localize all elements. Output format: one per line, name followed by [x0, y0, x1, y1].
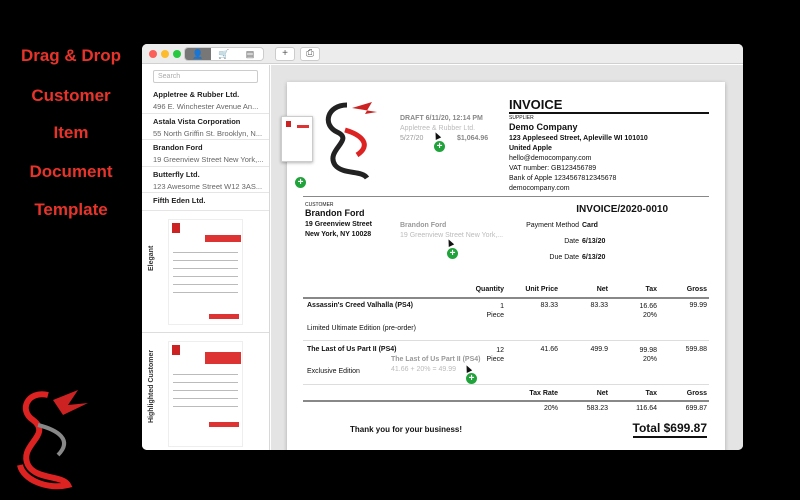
customer-name: Brandon Ford: [305, 208, 365, 218]
template-label: Elegant: [148, 245, 155, 271]
invoice-page: [287, 82, 725, 450]
customer-line: 19 Greenview Street: [305, 221, 372, 228]
meta-value: 6/13/20: [582, 254, 606, 261]
template-highlighted-customer[interactable]: [142, 333, 269, 450]
invoice-title: INVOICE: [509, 97, 563, 112]
document-area: [271, 65, 743, 450]
dragged-template-preview: [281, 116, 313, 162]
drag-doc-title: DRAFT 6/11/20, 12:14 PM: [400, 115, 483, 122]
drag-item-calc: 41.66 + 20% = 49.99: [391, 366, 456, 373]
item-net: 499.9: [590, 346, 608, 353]
item-tax: 99.98: [639, 347, 657, 354]
customer-address: 123 Awesome Street W12 3AS...: [153, 181, 263, 191]
customer-name: Butterfly Ltd.: [153, 169, 200, 179]
app-window: [142, 44, 743, 450]
summary-col: Tax Rate: [529, 390, 558, 397]
company-logo-icon: [317, 100, 377, 180]
item-unit: Piece: [486, 356, 504, 363]
item-gross: 99.99: [689, 302, 707, 309]
item-price: 41.66: [540, 346, 558, 353]
supplier-line: 123 Appleseed Street, Apleville WI 101010: [509, 135, 648, 142]
drag-doc-date: 5/27/20: [400, 135, 424, 142]
feature-item: Item: [53, 123, 89, 142]
customer-line: New York, NY 10028: [305, 231, 372, 238]
meta-label: Date: [564, 238, 579, 245]
meta-label: Due Date: [549, 254, 579, 261]
customer-name: Appletree & Rubber Ltd.: [153, 90, 240, 99]
supplier-vat: VAT number: GB123456789: [509, 165, 597, 172]
template-preview: [168, 219, 243, 325]
toolbar: [142, 44, 743, 64]
invoice-meta: [487, 218, 667, 266]
summary-value: 116.64: [636, 405, 657, 412]
print-icon[interactable]: ⎙: [300, 47, 320, 61]
customer-name: Fifth Eden Ltd.: [153, 196, 206, 205]
customer-label: CUSTOMER: [305, 202, 334, 208]
supplier-website: democompany.com: [509, 185, 570, 192]
template-elegant[interactable]: [142, 211, 269, 333]
cursor-icon: [433, 131, 441, 140]
customer-name: Brandon Ford: [153, 143, 203, 152]
search-input[interactable]: Search: [153, 70, 258, 83]
thank-you-note: Thank you for your business!: [350, 425, 463, 434]
summary-col: Tax: [645, 390, 657, 397]
meta-label: Payment Method: [526, 222, 579, 229]
item-rate: 20%: [642, 312, 657, 319]
item-rate: 20%: [642, 356, 657, 363]
col-tax: Tax: [645, 286, 657, 293]
minimize-button[interactable]: [161, 50, 169, 58]
add-plus-icon: +: [295, 177, 306, 188]
supplier-label: SUPPLIER: [509, 115, 534, 121]
summary-col: Net: [596, 390, 608, 397]
item-price: 83.33: [540, 302, 558, 309]
item-tax: 16.66: [639, 303, 657, 310]
supplier-name: Demo Company: [509, 122, 578, 132]
feature-customer: Customer: [31, 86, 111, 105]
meta-value: Card: [582, 222, 598, 229]
close-button[interactable]: [149, 50, 157, 58]
item-unit: Piece: [486, 312, 504, 319]
view-switcher: [184, 47, 264, 61]
add-button[interactable]: +: [275, 47, 295, 61]
customer-name: Astala Vista Corporation: [153, 116, 241, 126]
supplier-bank: Bank of Apple 1234567812345678: [509, 175, 617, 182]
sidebar: [142, 65, 270, 450]
customer-address: [305, 220, 372, 240]
feature-template: Template: [34, 200, 108, 219]
item-desc: Exclusive Edition: [307, 368, 360, 375]
meta-value: 6/13/20: [582, 238, 606, 245]
supplier-email: hello@democompany.com: [509, 155, 592, 162]
template-label: Highlighted Customer: [148, 349, 155, 423]
dragon-logo-icon: [8, 385, 93, 495]
summary-col: Gross: [686, 390, 707, 397]
drag-customer-address: 19 Greenview Street New York,...: [400, 232, 504, 239]
drag-customer-name: Brandon Ford: [400, 222, 447, 229]
document-tab-icon[interactable]: ▤: [237, 48, 263, 60]
customer-list-item[interactable]: [142, 140, 269, 167]
item-gross: 599.88: [685, 346, 707, 353]
customer-list-item[interactable]: [142, 87, 269, 114]
customer-address: 496 E. Winchester Avenue An...: [153, 102, 259, 111]
drag-item-name: The Last of Us Part II (PS4): [391, 356, 481, 363]
zoom-button[interactable]: [173, 50, 181, 58]
invoice-number: INVOICE/2020-0010: [576, 204, 668, 215]
add-plus-icon: +: [447, 248, 458, 259]
customer-list-item[interactable]: [142, 167, 269, 194]
customer-tab-icon[interactable]: 👤: [185, 48, 211, 60]
invoice-total: Total $699.87: [633, 421, 707, 438]
col-net: Net: [596, 286, 608, 293]
summary-value: 20%: [543, 405, 558, 412]
item-desc: Limited Ultimate Edition (pre-order): [307, 325, 416, 332]
item-net: 83.33: [590, 302, 608, 309]
add-plus-icon: +: [466, 373, 477, 384]
supplier-address: [509, 134, 648, 194]
feature-drag-drop: Drag & Drop: [20, 46, 122, 65]
item-qty: 12: [496, 347, 504, 354]
item-name: Assassin's Creed Valhalla (PS4): [307, 302, 413, 309]
col-gross: Gross: [686, 286, 707, 293]
cursor-icon: [446, 238, 454, 247]
customer-list-item[interactable]: [142, 193, 269, 211]
cart-tab-icon[interactable]: 🛒: [211, 48, 237, 60]
customer-list-item[interactable]: [142, 114, 269, 141]
supplier-line: United Apple: [509, 145, 552, 152]
template-preview: [168, 341, 243, 447]
customer-address: 19 Greenview Street New York,...: [153, 155, 264, 164]
drag-doc-customer: Appletree & Rubber Ltd.: [400, 125, 476, 132]
feature-document: Document: [29, 162, 113, 181]
col-quantity: Quantity: [475, 286, 504, 293]
summary-value: 699.87: [685, 405, 707, 412]
item-qty: 1: [500, 303, 504, 310]
drag-doc-amount: $1,064.96: [457, 135, 489, 142]
item-name: The Last of Us Part II (PS4): [307, 346, 397, 353]
summary-value: 583.23: [586, 405, 608, 412]
customer-address: 55 North Griffin St. Brooklyn, N...: [153, 128, 263, 138]
col-unit-price: Unit Price: [525, 286, 558, 293]
cursor-icon: [464, 364, 472, 373]
add-plus-icon: +: [434, 141, 445, 152]
